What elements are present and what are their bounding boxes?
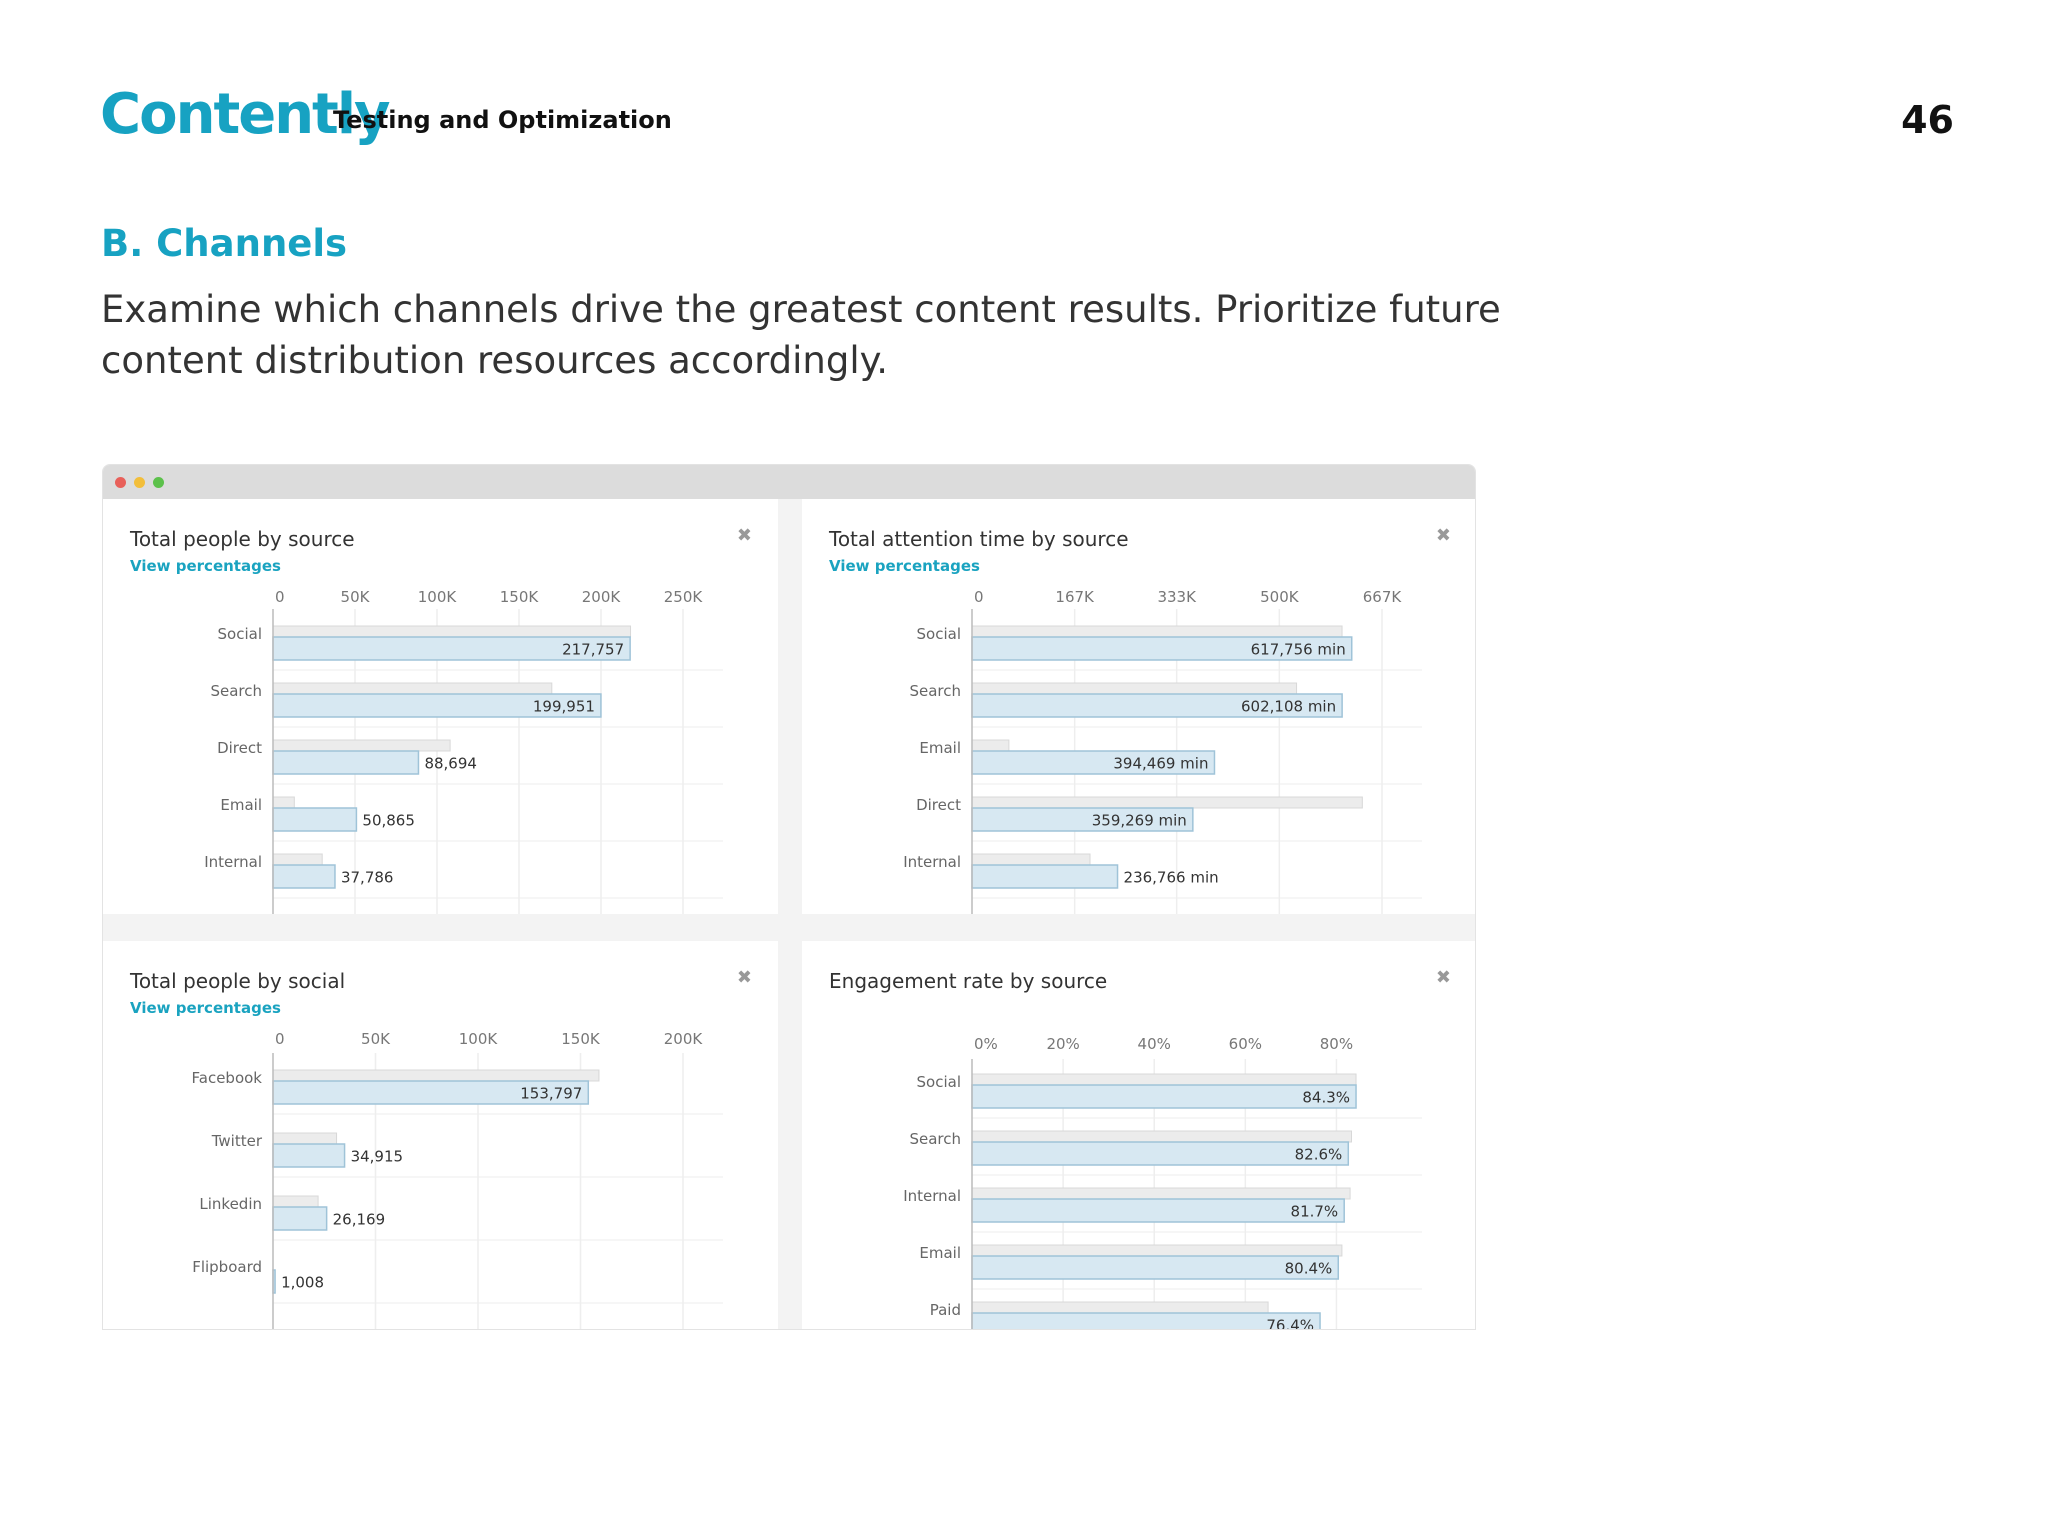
view-percentages-link[interactable]: View percentages [130, 557, 281, 575]
tick-label: 200K [581, 588, 621, 606]
category-label: Email [919, 739, 961, 757]
value-bar [273, 1144, 345, 1167]
data-label: 199,951 [532, 697, 595, 716]
category-label: Internal [903, 1187, 961, 1205]
tick-label: 167K [1055, 588, 1094, 606]
category-label: Direct [217, 739, 262, 757]
data-label: 1,008 [281, 1273, 325, 1292]
value-bar [972, 865, 1118, 888]
data-label: 50,865 [362, 811, 415, 830]
comparison-bar [972, 797, 1362, 808]
category-label: Email [220, 796, 262, 814]
maximize-window-dot[interactable] [153, 477, 164, 488]
value-bar [273, 865, 335, 888]
comparison-bar [972, 1131, 1351, 1142]
tick-label: 0 [275, 588, 285, 606]
comparison-bar [972, 1188, 1350, 1199]
category-label: Email [919, 1244, 961, 1262]
value-bar [273, 808, 356, 831]
value-bar [972, 1085, 1356, 1108]
category-label: Linkedin [199, 1195, 262, 1213]
data-label: 82.6% [1294, 1145, 1343, 1164]
data-label: 26,169 [332, 1210, 386, 1229]
comparison-bar [972, 854, 1090, 865]
comparison-bar [273, 797, 294, 808]
section-title: Testing and Optimization [333, 106, 672, 134]
value-bar [273, 751, 418, 774]
close-icon[interactable]: ✖ [1435, 967, 1451, 988]
tick-label: 40% [1137, 1035, 1171, 1053]
tick-label: 0 [974, 588, 984, 606]
tick-label: 667K [1362, 588, 1402, 606]
category-label: Social [916, 1073, 961, 1091]
category-label: Search [909, 1130, 961, 1148]
comparison-bar [273, 626, 631, 637]
comparison-bar [972, 1302, 1268, 1313]
tick-label: 0% [974, 1035, 998, 1053]
panel-title: Engagement rate by source [829, 969, 1108, 993]
tick-label: 80% [1319, 1035, 1354, 1053]
panel-title: Total people by source [130, 527, 355, 551]
panel-attention-by-source [802, 499, 1476, 914]
tick-label: 50K [340, 588, 370, 606]
panel-title: Total people by social [130, 969, 346, 993]
section-heading: B. Channels [101, 222, 348, 265]
view-percentages-link[interactable]: View percentages [829, 557, 980, 575]
value-bar [273, 1207, 327, 1230]
data-label: 81.7% [1290, 1202, 1339, 1221]
tick-label: 50K [361, 1030, 390, 1048]
contently-logo: Contently [100, 82, 389, 147]
category-label: Direct [916, 796, 961, 814]
data-label: 88,694 [424, 754, 477, 773]
comparison-bar [273, 683, 552, 694]
intro-paragraph: Examine which channels drive the greatest content results. Prioritize future content distribution resources accordingly. [101, 288, 1501, 382]
value-bar [972, 1142, 1348, 1165]
comparison-bar [273, 1070, 599, 1081]
close-icon[interactable]: ✖ [1435, 525, 1451, 546]
dashboard-window [102, 464, 1476, 1330]
data-label: 602,108 min [1241, 697, 1337, 716]
page-number: 46 [1901, 98, 1954, 142]
tick-label: 150K [561, 1030, 600, 1048]
tick-label: 333K [1157, 588, 1196, 606]
tick-label: 150K [499, 588, 539, 606]
category-label: Flipboard [192, 1258, 262, 1276]
category-label: Internal [903, 853, 961, 871]
value-bar [972, 1256, 1338, 1279]
comparison-bar [972, 1245, 1342, 1256]
panel-people-by-source [103, 499, 778, 914]
tick-label: 250K [663, 588, 703, 606]
category-label: Social [217, 625, 262, 643]
close-icon[interactable]: ✖ [736, 967, 752, 988]
value-bar [972, 1199, 1344, 1222]
data-label: 617,756 min [1250, 640, 1346, 659]
tick-label: 100K [417, 588, 457, 606]
category-label: Paid [929, 1301, 961, 1319]
close-icon[interactable]: ✖ [736, 525, 752, 546]
comparison-bar [972, 740, 1009, 751]
window-titlebar [103, 465, 1475, 499]
data-label: 76.4% [1266, 1316, 1315, 1331]
comparison-bar [972, 1074, 1356, 1085]
close-window-dot[interactable] [115, 477, 126, 488]
panel-title: Total attention time by source [829, 527, 1129, 551]
data-label: 84.3% [1302, 1088, 1351, 1107]
data-label: 217,757 [562, 640, 625, 659]
chart-engagement-by-source [802, 941, 1476, 1330]
panel-people-by-social [103, 941, 778, 1330]
data-label: 236,766 min [1123, 868, 1219, 887]
minimize-window-dot[interactable] [134, 477, 145, 488]
data-label: 153,797 [520, 1084, 583, 1103]
tick-label: 0 [275, 1030, 285, 1048]
comparison-bar [972, 626, 1342, 637]
comparison-bar [273, 1196, 318, 1207]
comparison-bar [273, 854, 322, 865]
tick-label: 60% [1228, 1035, 1263, 1053]
data-label: 34,915 [350, 1147, 404, 1166]
view-percentages-link[interactable]: View percentages [130, 999, 281, 1017]
category-label: Internal [204, 853, 262, 871]
data-label: 359,269 min [1091, 811, 1187, 830]
category-label: Search [210, 682, 262, 700]
comparison-bar [972, 683, 1297, 694]
tick-label: 20% [1046, 1035, 1080, 1053]
data-label: 37,786 [340, 868, 394, 887]
data-label: 80.4% [1284, 1259, 1333, 1278]
category-label: Search [909, 682, 961, 700]
panel-divider-horizontal [103, 914, 1475, 941]
panel-engagement-by-source [802, 941, 1476, 1330]
tick-label: 100K [458, 1030, 498, 1048]
comparison-bar [273, 740, 450, 751]
category-label: Twitter [211, 1132, 262, 1150]
category-label: Social [916, 625, 961, 643]
tick-label: 200K [663, 1030, 703, 1048]
tick-label: 500K [1260, 588, 1299, 606]
category-label: Facebook [191, 1069, 262, 1087]
comparison-bar [273, 1133, 337, 1144]
data-label: 394,469 min [1113, 754, 1209, 773]
